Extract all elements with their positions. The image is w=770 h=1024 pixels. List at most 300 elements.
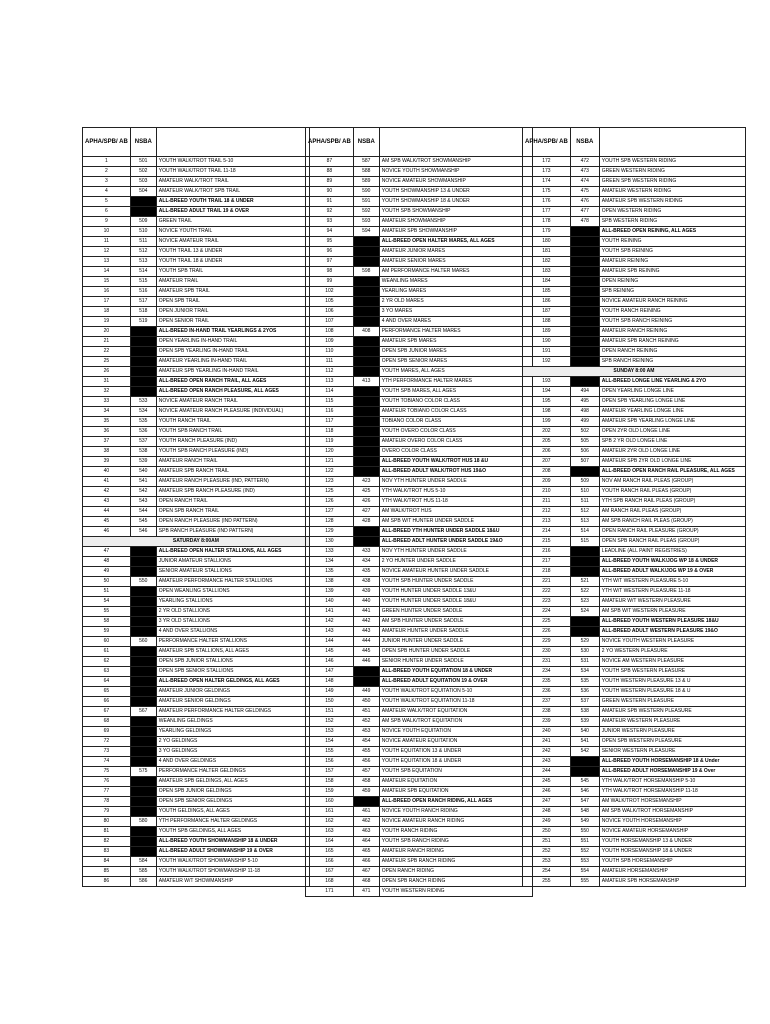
class-name: AMATEUR REINING [599, 257, 745, 267]
class-name: YOUTH EQUITATION 18 & UNDER [379, 757, 532, 767]
class-name: OPEN 2YR OLD LONGE LINE [599, 427, 745, 437]
apha-class-number: 98 [306, 267, 354, 277]
apha-class-number: 251 [523, 837, 571, 847]
apha-class-number: 9 [83, 217, 131, 227]
class-name: ALL-BREED OPEN RANCH PLEASURE, ALL AGES [156, 387, 309, 397]
class-name: AMATEUR JUNIOR GELDINGS [156, 687, 309, 697]
table-row [83, 767, 310, 777]
apha-class-number: 216 [523, 547, 571, 557]
day-header-row [83, 537, 310, 547]
nsba-class-number [570, 467, 599, 477]
nsba-class-number [130, 677, 156, 687]
table-row [523, 277, 746, 287]
class-name: YTH WALK/TROT HORSEMANSHIP 5-10 [599, 777, 745, 787]
class-name: AMATEUR SPB YEARLING IN-HAND TRAIL [156, 367, 309, 377]
apha-class-number: 79 [83, 807, 131, 817]
table-row [306, 657, 533, 667]
table-row [523, 447, 746, 457]
nsba-class-number [570, 287, 599, 297]
table-row [306, 707, 533, 717]
nsba-class-number: 535 [130, 417, 156, 427]
apha-class-number: 158 [306, 777, 354, 787]
nsba-class-number [570, 317, 599, 327]
nsba-class-number: 476 [570, 197, 599, 207]
apha-class-number: 31 [83, 377, 131, 387]
table-row [83, 347, 310, 357]
table-row [523, 347, 746, 357]
apha-class-number: 225 [523, 617, 571, 627]
apha-class-number: 54 [83, 597, 131, 607]
apha-class-number: 111 [306, 357, 354, 367]
apha-class-number: 238 [523, 707, 571, 717]
table-row [523, 537, 746, 547]
class-name: AMATEUR RANCH RIDING [379, 847, 532, 857]
nsba-class-number: 591 [353, 197, 379, 207]
table-row [306, 737, 533, 747]
class-name: ALL-BREED YOUTH EQUITATION 18 & UNDER [379, 667, 532, 677]
table-row [306, 427, 533, 437]
table-row [306, 617, 533, 627]
nsba-class-number: 472 [570, 157, 599, 167]
class-name: SENIOR WESTERN PLEASURE [599, 747, 745, 757]
class-name: NOVICE AMATEUR HUNTER UNDER SADDLE [379, 567, 532, 577]
class-name: YOUTH SPB WESTERN RIDING [599, 157, 745, 167]
table-row [83, 307, 310, 317]
class-name: ALL-BREED YOUTH TRAIL 18 & UNDER [156, 197, 309, 207]
table-row [523, 227, 746, 237]
table-row [306, 597, 533, 607]
apha-class-number: 179 [523, 227, 571, 237]
class-name: 2 YO WESTERN PLEASURE [599, 647, 745, 657]
class-name: ALL-BREED YOUTH WALK/JOG WP 18 & UNDER [599, 557, 745, 567]
class-name: 2 YR OLD MARES [379, 297, 532, 307]
nsba-class-number [353, 287, 379, 297]
table-row [306, 587, 533, 597]
apha-class-number: 165 [306, 847, 354, 857]
apha-class-number: 147 [306, 667, 354, 677]
apha-class-number: 51 [83, 587, 131, 597]
nsba-class-number: 502 [130, 167, 156, 177]
apha-class-number: 239 [523, 717, 571, 727]
table-row [523, 467, 746, 477]
nsba-class-number: 468 [353, 877, 379, 887]
class-name: AMATEUR SPB GELDINGS, ALL AGES [156, 777, 309, 787]
nsba-class-number: 451 [353, 707, 379, 717]
nsba-class-number [570, 617, 599, 627]
apha-class-number: 38 [83, 447, 131, 457]
table-row [306, 577, 533, 587]
nsba-class-number: 519 [130, 317, 156, 327]
apha-class-number: 84 [83, 857, 131, 867]
class-name: OPEN SPB RANCH RIDING [379, 877, 532, 887]
table-row [523, 797, 746, 807]
apha-class-number: 184 [523, 277, 571, 287]
apha-class-number: 95 [306, 237, 354, 247]
apha-class-number: 211 [523, 497, 571, 507]
apha-class-number: 120 [306, 447, 354, 457]
apha-class-number: 5 [83, 197, 131, 207]
apha-class-number: 167 [306, 867, 354, 877]
class-name: NOVICE AMATEUR RANCH TRAIL [156, 397, 309, 407]
nsba-class-number: 588 [353, 167, 379, 177]
class-name: NOVICE AMATEUR RANCH RIDING [379, 817, 532, 827]
class-name: YTH WALK/TROT HUS 11-18 [379, 497, 532, 507]
nsba-class-number: 537 [130, 437, 156, 447]
class-name: NOV YTH HUNTER UNDER SADDLE [379, 477, 532, 487]
apha-class-number: 253 [523, 857, 571, 867]
table-row [83, 837, 310, 847]
nsba-class-number [130, 797, 156, 807]
nsba-class-number: 449 [353, 687, 379, 697]
class-name: ALL-BREED ADULT WALK/TROT HUS 19&O [379, 467, 532, 477]
table-row [523, 337, 746, 347]
nsba-class-number: 514 [130, 267, 156, 277]
nsba-class-number [353, 437, 379, 447]
table-row [83, 697, 310, 707]
table-row [83, 877, 310, 887]
nsba-class-number [353, 457, 379, 467]
class-name: GREEN TRAIL [156, 217, 309, 227]
nsba-class-number: 515 [130, 277, 156, 287]
table-row [306, 377, 533, 387]
class-name: AMATEUR SPB STALLIONS, ALL AGES [156, 647, 309, 657]
class-name: YOUTH SPB HORSEMANSHIP [599, 857, 745, 867]
table-row [523, 327, 746, 337]
class-name: YOUTH HUNTER UNDER SADDLE 18&U [379, 597, 532, 607]
apha-class-number: 87 [306, 157, 354, 167]
table-row [83, 847, 310, 857]
table-row [306, 567, 533, 577]
table-row [523, 637, 746, 647]
nsba-class-number [570, 307, 599, 317]
class-name: OPEN SPB WESTERN PLEASURE [599, 737, 745, 747]
class-name: GREEN SPB WESTERN RIDING [599, 177, 745, 187]
table-row [83, 597, 310, 607]
table-row [306, 697, 533, 707]
nsba-class-number: 553 [570, 857, 599, 867]
apha-class-number: 97 [306, 257, 354, 267]
class-name: YOUTH SPB RANCH RIDING [379, 837, 532, 847]
class-name: PERFORMANCE HALTER STALLIONS [156, 637, 309, 647]
table-row [306, 217, 533, 227]
nsba-class-number [130, 777, 156, 787]
nsba-class-number: 461 [353, 807, 379, 817]
nsba-class-number [353, 347, 379, 357]
apha-class-number: 159 [306, 787, 354, 797]
table-row [523, 297, 746, 307]
nsba-class-number: 521 [570, 577, 599, 587]
nsba-class-number [130, 337, 156, 347]
class-name: YOUTH TRAIL 18 & UNDER [156, 257, 309, 267]
class-name: YTH PERFORMANCE HALTER GELDINGS [156, 817, 309, 827]
nsba-class-number: 511 [130, 237, 156, 247]
table-row [306, 387, 533, 397]
apha-class-number: 86 [83, 877, 131, 887]
nsba-class-number: 478 [570, 217, 599, 227]
nsba-class-number: 549 [570, 817, 599, 827]
table-row [306, 397, 533, 407]
table-row [523, 307, 746, 317]
nsba-class-number: 546 [130, 527, 156, 537]
table-row [523, 237, 746, 247]
table-row [523, 567, 746, 577]
apha-class-number: 112 [306, 367, 354, 377]
nsba-class-number: 538 [130, 447, 156, 457]
class-name: YOUTH SPB RANCH PLEASURE (IND) [156, 447, 309, 457]
class-name: YOUTH SPB RANCH REINING [599, 317, 745, 327]
table-row [306, 777, 533, 787]
class-name: LEADLINE (ALL PAINT REGISTRIES) [599, 547, 745, 557]
class-name: OPEN SPB SENIOR MARES [379, 357, 532, 367]
table-row [306, 367, 533, 377]
nsba-class-number: 540 [130, 467, 156, 477]
table-row [306, 297, 533, 307]
class-name: OPEN RANCH REINING [599, 347, 745, 357]
nsba-class-number [570, 547, 599, 557]
nsba-class-number: 541 [130, 477, 156, 487]
class-name: AMATEUR PERFORMANCE HALTER GELDINGS [156, 707, 309, 717]
apha-class-number: 240 [523, 727, 571, 737]
nsba-class-number [130, 727, 156, 737]
nsba-class-number: 509 [130, 217, 156, 227]
apha-class-number: 77 [83, 787, 131, 797]
table-row [523, 427, 746, 437]
nsba-class-number [353, 367, 379, 377]
table-row [523, 547, 746, 557]
table-row [83, 807, 310, 817]
header-apha: APHA/SPB/ AB [523, 128, 571, 157]
table-row [83, 357, 310, 367]
table-row [83, 187, 310, 197]
nsba-class-number [130, 747, 156, 757]
nsba-class-number: 585 [130, 867, 156, 877]
table-row [523, 187, 746, 197]
table-row [306, 747, 533, 757]
apha-class-number: 107 [306, 317, 354, 327]
class-name: OPEN REINING [599, 277, 745, 287]
apha-class-number: 223 [523, 597, 571, 607]
class-name: ALL-BREED OPEN HALTER MARES, ALL AGES [379, 237, 532, 247]
apha-class-number: 49 [83, 567, 131, 577]
nsba-class-number [130, 837, 156, 847]
class-name: YOUTH WESTERN PLEASURE 18 & U [599, 687, 745, 697]
nsba-class-number: 439 [353, 587, 379, 597]
apha-class-number: 67 [83, 707, 131, 717]
class-name: YOUTH WALK/TROT SHOWMANSHIP 5-10 [156, 857, 309, 867]
table-row [523, 597, 746, 607]
nsba-class-number: 509 [570, 477, 599, 487]
table-row [306, 797, 533, 807]
apha-class-number: 224 [523, 607, 571, 617]
class-name: 4 AND OVER MARES [379, 317, 532, 327]
class-name: SENIOR AMATEUR STALLIONS [156, 567, 309, 577]
class-name: AMATEUR W/T SHOWMANSHIP [156, 877, 309, 887]
nsba-class-number: 530 [570, 647, 599, 657]
apha-class-number: 134 [306, 557, 354, 567]
class-name: AMATEUR SPB EQUITATION [379, 787, 532, 797]
table-row [306, 687, 533, 697]
apha-class-number: 102 [306, 287, 354, 297]
nsba-class-number: 440 [353, 597, 379, 607]
table-row [83, 557, 310, 567]
table-row [523, 377, 746, 387]
apha-class-number: 188 [523, 317, 571, 327]
apha-class-number: 90 [306, 187, 354, 197]
nsba-class-number [353, 527, 379, 537]
class-name: OPEN SPB RANCH TRAIL [156, 507, 309, 517]
table-row [523, 837, 746, 847]
nsba-class-number [130, 197, 156, 207]
nsba-class-number [353, 407, 379, 417]
class-name: ALL-BREED OPEN REINING, ALL AGES [599, 227, 745, 237]
class-name: GREEN WESTERN RIDING [599, 167, 745, 177]
nsba-class-number: 459 [353, 787, 379, 797]
apha-class-number: 61 [83, 647, 131, 657]
table-row [83, 207, 310, 217]
table-row [306, 647, 533, 657]
table-row [83, 227, 310, 237]
class-name: SPB RANCH REINING [599, 357, 745, 367]
nsba-class-number: 534 [130, 407, 156, 417]
apha-class-number: 247 [523, 797, 571, 807]
nsba-class-number: 494 [570, 387, 599, 397]
nsba-class-number [130, 357, 156, 367]
nsba-class-number: 512 [130, 247, 156, 257]
table-row [83, 727, 310, 737]
apha-class-number: 236 [523, 687, 571, 697]
apha-class-number: 237 [523, 697, 571, 707]
class-name: ALL-BREED ADULT EQUITATION 19 & OVER [379, 677, 532, 687]
nsba-class-number: 427 [353, 507, 379, 517]
class-name: YOUTH REINING [599, 237, 745, 247]
nsba-class-number: 550 [130, 577, 156, 587]
table-row [83, 257, 310, 267]
apha-class-number: 160 [306, 797, 354, 807]
apha-class-number: 44 [83, 507, 131, 517]
nsba-class-number [353, 427, 379, 437]
class-name: YOUTH SPB MARES, ALL AGES [379, 387, 532, 397]
apha-class-number: 163 [306, 827, 354, 837]
apha-class-number: 119 [306, 437, 354, 447]
table-row [523, 247, 746, 257]
apha-class-number: 231 [523, 657, 571, 667]
apha-class-number: 150 [306, 697, 354, 707]
nsba-class-number: 426 [353, 497, 379, 507]
class-name: OVERO COLOR CLASS [379, 447, 532, 457]
table-row [523, 877, 746, 887]
table-row [306, 677, 533, 687]
apha-class-number: 212 [523, 507, 571, 517]
apha-class-number: 11 [83, 237, 131, 247]
class-name: AMATEUR 2YR OLD LONGE LINE [599, 447, 745, 457]
nsba-class-number [353, 297, 379, 307]
class-name: YEARLING GELDINGS [156, 727, 309, 737]
class-name: AMATEUR SPB 2YR OLD LONGE LINE [599, 457, 745, 467]
table-row [83, 297, 310, 307]
apha-class-number: 215 [523, 537, 571, 547]
nsba-class-number [570, 347, 599, 357]
nsba-class-number: 495 [570, 397, 599, 407]
table-row [83, 677, 310, 687]
apha-class-number: 1 [83, 157, 131, 167]
class-name: AMATEUR SENIOR MARES [379, 257, 532, 267]
class-name: YOUTH WALK/TROT EQUITATION 11-18 [379, 697, 532, 707]
apha-class-number: 47 [83, 547, 131, 557]
class-name: GREEN WESTERN PLEASURE [599, 697, 745, 707]
class-table-left [82, 127, 310, 887]
class-name: OPEN SPB SENIOR GELDINGS [156, 797, 309, 807]
table-row [523, 807, 746, 817]
table-row [83, 167, 310, 177]
class-name: NOVICE AMATEUR RANCH REINING [599, 297, 745, 307]
table-row [83, 247, 310, 257]
class-name: AMATEUR SENIOR GELDINGS [156, 697, 309, 707]
class-name: TOBIANO COLOR CLASS [379, 417, 532, 427]
nsba-class-number: 529 [570, 637, 599, 647]
table-row [306, 627, 533, 637]
nsba-class-number [130, 697, 156, 707]
table-row [306, 807, 533, 817]
apha-class-number: 161 [306, 807, 354, 817]
apha-class-number: 114 [306, 387, 354, 397]
apha-class-number: 218 [523, 567, 571, 577]
nsba-class-number [570, 267, 599, 277]
class-name: YOUTH EQUITATION 13 & UNDER [379, 747, 532, 757]
nsba-class-number: 552 [570, 847, 599, 857]
class-name: OPEN JUNIOR TRAIL [156, 307, 309, 317]
nsba-class-number: 413 [353, 377, 379, 387]
apha-class-number: 180 [523, 237, 571, 247]
table-row [83, 277, 310, 287]
apha-class-number: 43 [83, 497, 131, 507]
class-name: YOUTH SPB RANCH TRAIL [156, 427, 309, 437]
table-row [306, 497, 533, 507]
class-name: AM WALK/TROT HORSEMANSHIP [599, 797, 745, 807]
table-row [523, 697, 746, 707]
nsba-class-number: 499 [570, 417, 599, 427]
class-name: AMATEUR WALK/TROT SPB TRAIL [156, 187, 309, 197]
table-row [523, 197, 746, 207]
apha-class-number: 187 [523, 307, 571, 317]
apha-class-number: 241 [523, 737, 571, 747]
table-row [83, 447, 310, 457]
apha-class-number: 33 [83, 397, 131, 407]
header-apha: APHA/SPB/ AB [83, 128, 131, 157]
apha-class-number: 145 [306, 647, 354, 657]
apha-class-number: 26 [83, 367, 131, 377]
nsba-class-number: 548 [570, 807, 599, 817]
table-row [306, 267, 533, 277]
nsba-class-number: 455 [353, 747, 379, 757]
table-row [83, 647, 310, 657]
nsba-class-number: 498 [570, 407, 599, 417]
nsba-class-number [130, 567, 156, 577]
table-row [306, 317, 533, 327]
table-row [83, 787, 310, 797]
table-row [523, 167, 746, 177]
table-row [523, 527, 746, 537]
table-row [306, 517, 533, 527]
apha-class-number: 153 [306, 727, 354, 737]
class-name: AMATEUR SPB SHOWMANSHIP [379, 227, 532, 237]
table-row [306, 857, 533, 867]
apha-class-number: 171 [306, 887, 354, 897]
table-row [83, 237, 310, 247]
apha-class-number: 96 [306, 247, 354, 257]
table-row [83, 627, 310, 637]
class-name: NOVICE AM WESTERN PLEASURE [599, 657, 745, 667]
apha-class-number: 226 [523, 627, 571, 637]
